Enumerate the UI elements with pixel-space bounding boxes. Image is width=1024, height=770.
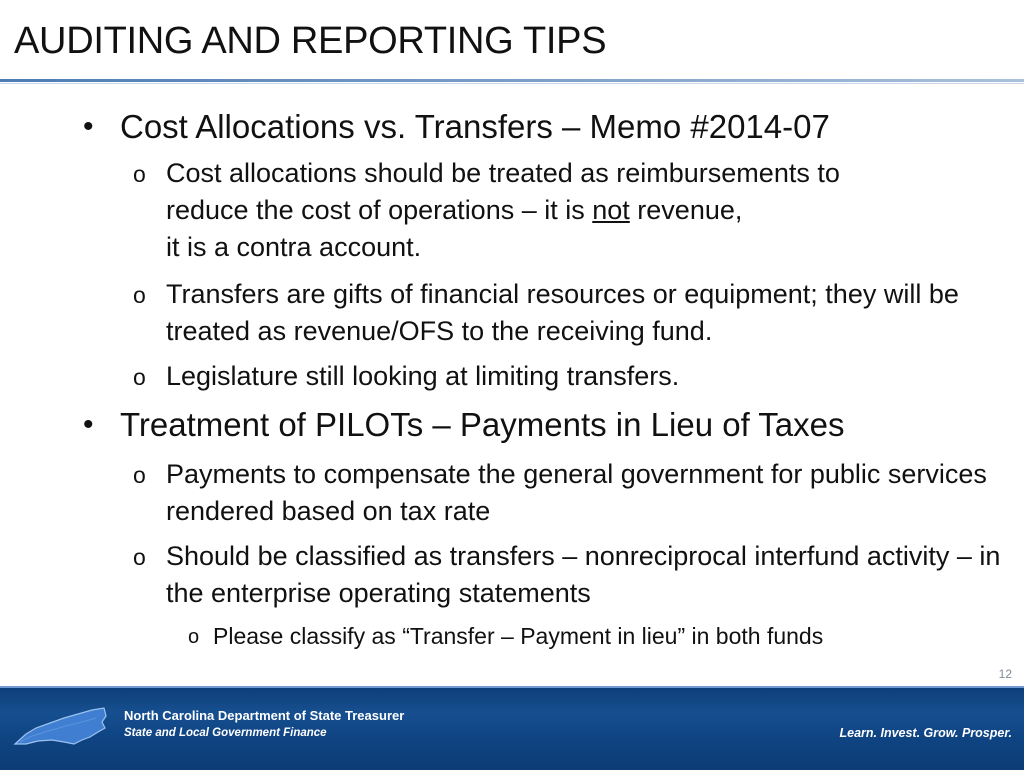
bullet-marker: o [133,544,146,570]
tagline: Learn. Invest. Grow. Prosper. [839,726,1012,740]
bullet-marker: • [83,110,94,143]
subsubbullet-classify-payment-in-lieu [188,621,1008,651]
bullet-text: Payments to compensate the general government for public services rendered based on tax rate [166,459,987,526]
subbullet-legislature [133,358,1008,395]
slide-title: AUDITING AND REPORTING TIPS [14,20,607,62]
subbullet-transfers-gifts [133,276,1008,350]
footer-banner [0,686,1024,770]
bullet-marker: o [188,626,200,648]
bullet-cost-allocations [83,108,1013,146]
subbullet-payments-compensate [133,456,1008,530]
text-line: revenue, [629,195,743,225]
bullet-marker: o [133,161,146,187]
north-carolina-map-icon [12,704,108,750]
bullet-text [166,155,1008,266]
text-line: Cost allocations should be treated as reimbursements to [166,158,840,188]
page-number: 12 [998,667,1012,681]
text-line: it is a contra account. [166,232,422,262]
title-divider [0,79,1024,82]
bullet-text: Please classify as “Transfer – Payment in lieu” in both funds [213,623,824,649]
division-name: State and Local Government Finance [124,727,327,739]
title-divider-light [0,83,1024,84]
text-line: reduce the cost of operations – it is [166,195,593,225]
bullet-pilots [83,406,1013,444]
bullet-text: Transfers are gifts of financial resources or equipment; they will be treated as revenue/OFS to the receiving fund. [166,279,959,346]
bullet-marker: o [133,462,146,488]
bullet-text: Treatment of PILOTs – Payments in Lieu of Taxes [120,406,845,443]
organization-name: North Carolina Department of State Treasurer [124,708,405,723]
bullet-marker: • [83,408,94,441]
subbullet-cost-allocations-reimbursements [133,155,1008,266]
bullet-text: Should be classified as transfers – nonreciprocal interfund activity – in the enterprise operating statements [166,541,1001,608]
subbullet-classified-transfers [133,538,1008,612]
bullet-marker: o [133,364,146,390]
bullet-text: Legislature still looking at limiting transfers. [166,361,680,391]
bullet-marker: o [133,282,146,308]
bullet-text: Cost Allocations vs. Transfers – Memo #2014-07 [120,108,830,145]
underlined-word: not [592,195,630,225]
